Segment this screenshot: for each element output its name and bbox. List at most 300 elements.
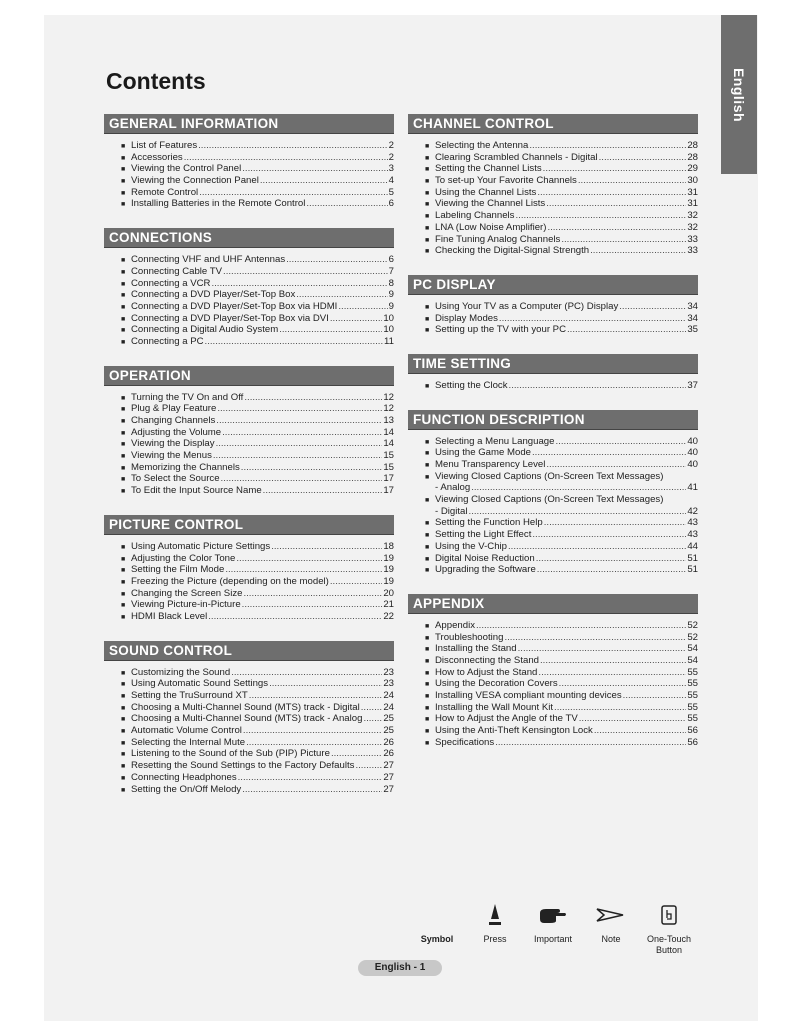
section-entries [104, 386, 394, 497]
toc-entry[interactable] [425, 187, 698, 199]
dot-leader [547, 222, 686, 234]
toc-entry-label: Viewing the Channel Lists [435, 198, 546, 210]
toc-entry[interactable] [425, 632, 698, 644]
toc-entry[interactable] [425, 667, 698, 679]
toc-page-number: 11 [384, 335, 394, 347]
toc-entry[interactable] [121, 140, 394, 152]
dot-leader [546, 459, 686, 471]
toc-entry[interactable] [121, 541, 394, 553]
toc-entry[interactable] [425, 690, 698, 702]
dot-leader [555, 436, 686, 448]
bullet-icon: ■ [121, 476, 126, 484]
toc-entry-label: Appendix [435, 619, 476, 631]
bullet-icon: ■ [425, 622, 430, 630]
toc-page-number: 29 [687, 163, 698, 175]
dot-leader [199, 187, 387, 199]
toc-entry[interactable] [121, 462, 394, 474]
toc-entry[interactable] [425, 447, 698, 459]
toc-entry[interactable] [121, 667, 394, 679]
dot-leader [546, 198, 686, 210]
toc-entry-label: Using the Game Mode [435, 447, 531, 459]
toc-entry[interactable] [121, 553, 394, 565]
toc-entry[interactable] [121, 725, 394, 737]
bullet-icon: ■ [121, 257, 126, 265]
toc-entry[interactable] [121, 152, 394, 164]
toc-entry-label: Labeling Channels [435, 210, 515, 222]
bullet-icon: ■ [425, 450, 430, 458]
dot-leader [578, 175, 686, 187]
toc-page-number: 52 [687, 631, 698, 643]
dot-leader [540, 655, 686, 667]
toc-entry[interactable] [425, 517, 698, 529]
section-entries [408, 134, 698, 257]
toc-entry[interactable] [121, 678, 394, 690]
dot-leader [244, 392, 382, 404]
toc-entry-label: Connecting Headphones [131, 771, 237, 783]
toc-page-number: 12 [383, 403, 394, 415]
bullet-icon: ■ [425, 728, 430, 736]
section-entries [408, 374, 698, 392]
toc-entry[interactable] [121, 187, 394, 199]
bullet-icon: ■ [425, 178, 430, 186]
toc-entry[interactable] [425, 620, 698, 632]
bullet-icon: ■ [425, 669, 430, 677]
toc-page-number: 20 [383, 587, 394, 599]
toc-entry[interactable] [425, 471, 698, 483]
toc-page-number: 43 [687, 517, 698, 529]
bullet-icon: ■ [425, 716, 430, 724]
toc-left-column [104, 114, 394, 795]
toc-entry-label: Using Your TV as a Computer (PC) Display [435, 300, 619, 312]
toc-entry-label: HDMI Black Level [131, 610, 208, 622]
bullet-icon: ■ [425, 224, 430, 232]
toc-entry[interactable] [121, 784, 394, 796]
toc-entry[interactable] [121, 175, 394, 187]
dot-leader [269, 678, 382, 690]
toc-page-number: 10 [383, 324, 394, 336]
dot-leader [286, 254, 388, 266]
toc-page-number: 41 [687, 482, 698, 494]
toc-section [408, 354, 698, 392]
toc-entry[interactable] [425, 564, 698, 576]
toc-entry-label: To Edit the Input Source Name [131, 485, 262, 497]
toc-entry-label: Setting the Channel Lists [435, 163, 542, 175]
dot-leader [213, 450, 382, 462]
page-title: Contents [106, 68, 206, 94]
toc-page-number: 19 [383, 575, 394, 587]
toc-entry-label: Listening to the Sound of the Sub (PIP) Picture [131, 748, 330, 760]
toc-entry-label: Installing Batteries in the Remote Control [131, 198, 306, 210]
toc-entry[interactable] [425, 678, 698, 690]
toc-page-number: 2 [388, 151, 394, 163]
dot-leader [271, 541, 382, 553]
dot-leader [504, 632, 686, 644]
bullet-icon: ■ [121, 268, 126, 276]
toc-page-number: 27 [383, 760, 394, 772]
toc-entry-label: Remote Control [131, 186, 199, 198]
toc-entry[interactable] [121, 473, 394, 485]
toc-entry-label: Setting the Film Mode [131, 564, 225, 576]
toc-entry-label: Customizing the Sound [131, 666, 231, 678]
toc-entry[interactable] [425, 713, 698, 725]
toc-page-number: 55 [687, 701, 698, 713]
dot-leader [242, 784, 382, 796]
toc-section [104, 366, 394, 497]
toc-right-column [408, 114, 698, 748]
dot-leader [216, 415, 382, 427]
toc-entry[interactable] [121, 576, 394, 588]
toc-entry-label: Memorizing the Channels [131, 461, 240, 473]
section-heading: OPERATION [104, 366, 394, 386]
dot-leader [532, 447, 686, 459]
bullet-icon: ■ [425, 739, 430, 747]
bullet-icon: ■ [121, 786, 126, 794]
toc-entry[interactable] [121, 313, 394, 325]
toc-entry[interactable] [121, 415, 394, 427]
bullet-icon: ■ [425, 166, 430, 174]
toc-page-number: 7 [388, 265, 394, 277]
toc-entry-label: Viewing Closed Captions (On-Screen Text Messages) [435, 470, 664, 482]
toc-entry[interactable] [121, 254, 394, 266]
toc-entry[interactable] [121, 564, 394, 576]
bullet-icon: ■ [425, 154, 430, 162]
language-tab-label: English [731, 67, 747, 122]
toc-entry-label: Setting the On/Off Melody [131, 783, 242, 795]
section-heading: APPENDIX [408, 594, 698, 614]
toc-page-number: 23 [383, 666, 394, 678]
section-entries [104, 535, 394, 623]
bullet-icon: ■ [425, 704, 430, 712]
toc-entry-label: - Analog [435, 482, 471, 494]
dot-leader [211, 278, 387, 290]
toc-entry-label: How to Adjust the Stand [435, 666, 538, 678]
dot-leader [594, 725, 686, 737]
toc-entry-label: Installing the Stand [435, 643, 517, 655]
toc-entry[interactable] [121, 450, 394, 462]
toc-entry[interactable] [121, 760, 394, 772]
toc-entry[interactable] [121, 702, 394, 714]
toc-entry[interactable] [121, 438, 394, 450]
toc-entry-label: Fine Tuning Analog Channels [435, 233, 561, 245]
toc-page-number: 56 [687, 736, 698, 748]
toc-entry[interactable] [121, 266, 394, 278]
toc-entry-label: Viewing the Connection Panel [131, 175, 259, 187]
bullet-icon: ■ [121, 590, 126, 598]
toc-entry-label: Connecting a VCR [131, 277, 211, 289]
toc-entry[interactable] [425, 553, 698, 565]
press-icon [475, 900, 515, 930]
bullet-icon: ■ [425, 303, 430, 311]
toc-entry-label: Connecting a DVD Player/Set-Top Box via HDMI [131, 300, 338, 312]
dot-leader [515, 210, 686, 222]
bullet-icon: ■ [121, 763, 126, 771]
toc-page-number: 55 [687, 678, 698, 690]
toc-entry-label: Setting the Function Help [435, 517, 543, 529]
toc-page-number: 44 [687, 540, 698, 552]
toc-entry-label: Adjusting the Color Tone [131, 552, 236, 564]
dot-leader [509, 380, 687, 392]
bullet-icon: ■ [121, 394, 126, 402]
toc-entry-label: How to Adjust the Angle of the TV [435, 713, 578, 725]
toc-entry-label: Changing Channels [131, 415, 216, 426]
toc-entry[interactable] [121, 289, 394, 301]
toc-page-number: 54 [687, 643, 698, 655]
dot-leader [537, 564, 687, 576]
toc-entry[interactable] [425, 506, 698, 518]
bullet-icon: ■ [425, 438, 430, 446]
dot-leader [579, 713, 687, 725]
toc-page-number: 10 [383, 312, 394, 324]
toc-entry[interactable] [121, 611, 394, 623]
toc-entry-label: Viewing the Control Panel [131, 163, 242, 175]
toc-section [408, 114, 698, 257]
toc-page-number: 32 [687, 221, 698, 233]
bullet-icon: ■ [425, 236, 430, 244]
page-footer: English - 1 [358, 960, 442, 976]
dot-leader [279, 324, 382, 336]
toc-page-number: 9 [388, 300, 394, 312]
bullet-icon: ■ [121, 143, 126, 150]
toc-page-number: 5 [388, 186, 394, 198]
toc-entry[interactable] [425, 643, 698, 655]
toc-entry[interactable] [425, 324, 698, 336]
toc-page-number: 55 [687, 666, 698, 678]
toc-page-number: 13 [383, 415, 394, 426]
toc-entry[interactable] [121, 163, 394, 175]
toc-entry-label: Freezing the Picture (depending on the model) [131, 575, 329, 587]
toc-entry[interactable] [425, 655, 698, 667]
dot-leader [184, 152, 388, 164]
toc-entry-label: Using the Decoration Covers [435, 678, 558, 690]
toc-entry[interactable] [121, 599, 394, 611]
toc-entry-label: Viewing the Display [131, 438, 215, 450]
toc-entry-label: Selecting a Menu Language [435, 435, 555, 447]
toc-entry[interactable] [425, 541, 698, 553]
toc-entry-label: Viewing Picture-in-Picture [131, 599, 241, 611]
bullet-icon: ■ [121, 681, 126, 689]
dot-leader [538, 667, 686, 679]
toc-entry-label: Accessories [131, 151, 183, 163]
toc-entry-label: To set-up Your Favorite Channels [435, 175, 577, 187]
dot-leader [543, 163, 687, 175]
toc-page-number: 8 [388, 277, 394, 289]
dot-leader [363, 713, 382, 725]
dot-leader [331, 748, 382, 760]
dot-leader [619, 301, 686, 313]
toc-page-number: 14 [383, 438, 394, 450]
dot-leader [476, 620, 686, 632]
bullet-icon: ■ [425, 315, 430, 323]
toc-entry[interactable] [425, 725, 698, 737]
bullet-icon: ■ [121, 189, 126, 197]
toc-entry[interactable] [121, 427, 394, 439]
bullet-icon: ■ [121, 693, 126, 700]
toc-entry[interactable] [121, 278, 394, 290]
toc-entry[interactable] [121, 772, 394, 784]
important-icon [533, 900, 573, 930]
section-entries [408, 430, 698, 576]
toc-page-number: 17 [383, 473, 394, 485]
section-heading: PICTURE CONTROL [104, 515, 394, 535]
toc-page-number: 56 [687, 725, 698, 737]
toc-entry[interactable] [121, 403, 394, 415]
bullet-icon: ■ [121, 774, 126, 782]
language-tab [721, 15, 757, 174]
toc-entry[interactable] [425, 163, 698, 175]
dot-leader [296, 289, 387, 301]
dot-leader [216, 438, 383, 450]
toc-entry[interactable] [425, 459, 698, 471]
toc-entry[interactable] [121, 336, 394, 348]
dot-leader [518, 643, 687, 655]
bullet-icon: ■ [121, 441, 126, 449]
dot-leader [198, 140, 388, 152]
bullet-icon: ■ [121, 292, 126, 300]
dot-leader [469, 506, 687, 518]
toc-page-number: 42 [687, 505, 698, 517]
dot-leader [260, 175, 388, 187]
bullet-icon: ■ [425, 382, 430, 390]
bullet-icon: ■ [121, 178, 126, 186]
toc-entry-label: Using the Anti-Theft Kensington Lock [435, 725, 593, 737]
bullet-icon: ■ [425, 693, 430, 700]
dot-leader [223, 266, 388, 278]
toc-entry[interactable] [121, 198, 394, 210]
dot-leader [243, 725, 382, 737]
toc-entry[interactable] [425, 245, 698, 257]
toc-entry[interactable] [425, 702, 698, 714]
toc-entry-label: Choosing a Multi-Channel Sound (MTS) track - Digital [131, 701, 360, 713]
bullet-icon: ■ [425, 646, 430, 654]
toc-entry-label: Using the V-Chip [435, 540, 507, 552]
toc-entry[interactable] [425, 301, 698, 313]
bullet-icon: ■ [121, 567, 126, 575]
toc-entry[interactable] [425, 175, 698, 187]
bullet-icon: ■ [121, 201, 126, 209]
toc-page-number: 52 [687, 619, 698, 631]
toc-entry[interactable] [425, 313, 698, 325]
toc-entry-label: Checking the Digital-Signal Strength [435, 245, 590, 257]
toc-entry-label: Connecting a Digital Audio System [131, 324, 279, 336]
dot-leader [225, 564, 382, 576]
bullet-icon: ■ [121, 751, 126, 759]
toc-entry[interactable] [425, 482, 698, 494]
toc-entry-label: Viewing Closed Captions (On-Screen Text Messages) [435, 494, 664, 506]
dot-leader [567, 324, 686, 336]
dot-leader [361, 702, 383, 714]
toc-entry[interactable] [121, 690, 394, 702]
toc-page-number: 18 [383, 540, 394, 552]
bullet-icon: ■ [425, 462, 430, 469]
toc-page-number: 26 [383, 748, 394, 760]
toc-page-number: 24 [383, 690, 394, 701]
dot-leader [221, 473, 383, 485]
dot-leader [222, 427, 382, 439]
toc-entry-label: Changing the Screen Size [131, 587, 243, 599]
toc-entry-label: Viewing the Menus [131, 450, 212, 462]
toc-entry[interactable] [425, 737, 698, 749]
toc-entry[interactable] [121, 392, 394, 404]
section-heading: GENERAL INFORMATION [104, 114, 394, 134]
toc-page-number: 14 [383, 426, 394, 438]
toc-entry-label: Disconnecting the Stand [435, 654, 539, 666]
toc-page-number: 26 [383, 736, 394, 748]
toc-page-number: 32 [687, 210, 698, 222]
toc-section [104, 114, 394, 210]
bullet-icon: ■ [121, 602, 126, 610]
toc-entry[interactable] [425, 380, 698, 392]
toc-page-number: 33 [687, 245, 698, 257]
toc-entry[interactable] [121, 301, 394, 313]
section-heading: TIME SETTING [408, 354, 698, 374]
bullet-icon: ■ [121, 704, 126, 712]
toc-section [408, 410, 698, 576]
toc-entry[interactable] [425, 529, 698, 541]
toc-entry[interactable] [425, 494, 698, 506]
toc-entry[interactable] [121, 737, 394, 749]
toc-entry-label: Connecting a DVD Player/Set-Top Box [131, 289, 296, 301]
toc-page-number: 23 [383, 678, 394, 690]
toc-entry[interactable] [425, 222, 698, 234]
toc-entry-label: Connecting a PC [131, 335, 204, 347]
toc-entry-label: Display Modes [435, 312, 498, 324]
toc-entry-label: Setting the TruSurround XT [131, 690, 248, 701]
dot-leader [495, 737, 686, 749]
toc-entry[interactable] [121, 485, 394, 497]
toc-entry[interactable] [425, 198, 698, 210]
toc-entry-label: Upgrading the Software [435, 564, 536, 576]
toc-page-number: 51 [687, 564, 698, 576]
toc-entry-label: Selecting the Internal Mute [131, 736, 246, 748]
toc-page-number: 28 [687, 151, 698, 163]
dot-leader [217, 403, 382, 415]
toc-entry[interactable] [425, 436, 698, 448]
toc-entry[interactable] [425, 210, 698, 222]
bullet-icon: ■ [425, 143, 430, 150]
section-entries [104, 661, 394, 796]
toc-entry[interactable] [121, 324, 394, 336]
toc-entry-label: Installing VESA compliant mounting devices [435, 690, 622, 701]
bullet-icon: ■ [121, 453, 126, 461]
toc-entry-label: Adjusting the Volume [131, 426, 222, 438]
toc-entry[interactable] [425, 234, 698, 246]
toc-entry-label: Using the Channel Lists [435, 186, 537, 198]
toc-entry[interactable] [121, 588, 394, 600]
dot-leader [554, 702, 686, 714]
toc-page-number: 6 [388, 254, 394, 266]
toc-page-number: 12 [383, 391, 394, 403]
bullet-icon: ■ [425, 213, 430, 221]
toc-entry[interactable] [425, 140, 698, 152]
toc-entry-label: Connecting a DVD Player/Set-Top Box via DVI [131, 312, 329, 324]
toc-entry[interactable] [121, 748, 394, 760]
bullet-icon: ■ [121, 280, 126, 288]
bullet-icon: ■ [121, 338, 126, 346]
toc-entry-label: Troubleshooting [435, 631, 504, 643]
dot-leader [561, 234, 686, 246]
toc-entry-label: Selecting the Antenna [435, 140, 529, 151]
bullet-icon: ■ [425, 201, 430, 209]
dot-leader [242, 163, 387, 175]
toc-entry[interactable] [425, 152, 698, 164]
dot-leader [243, 588, 382, 600]
toc-entry[interactable] [121, 713, 394, 725]
toc-page-number: 37 [687, 379, 698, 391]
toc-page-number: 22 [383, 610, 394, 622]
toc-entry-label: Connecting VHF and UHF Antennas [131, 254, 286, 266]
bullet-icon: ■ [121, 578, 126, 586]
toc-entry-label: Menu Transparency Level [435, 459, 546, 470]
